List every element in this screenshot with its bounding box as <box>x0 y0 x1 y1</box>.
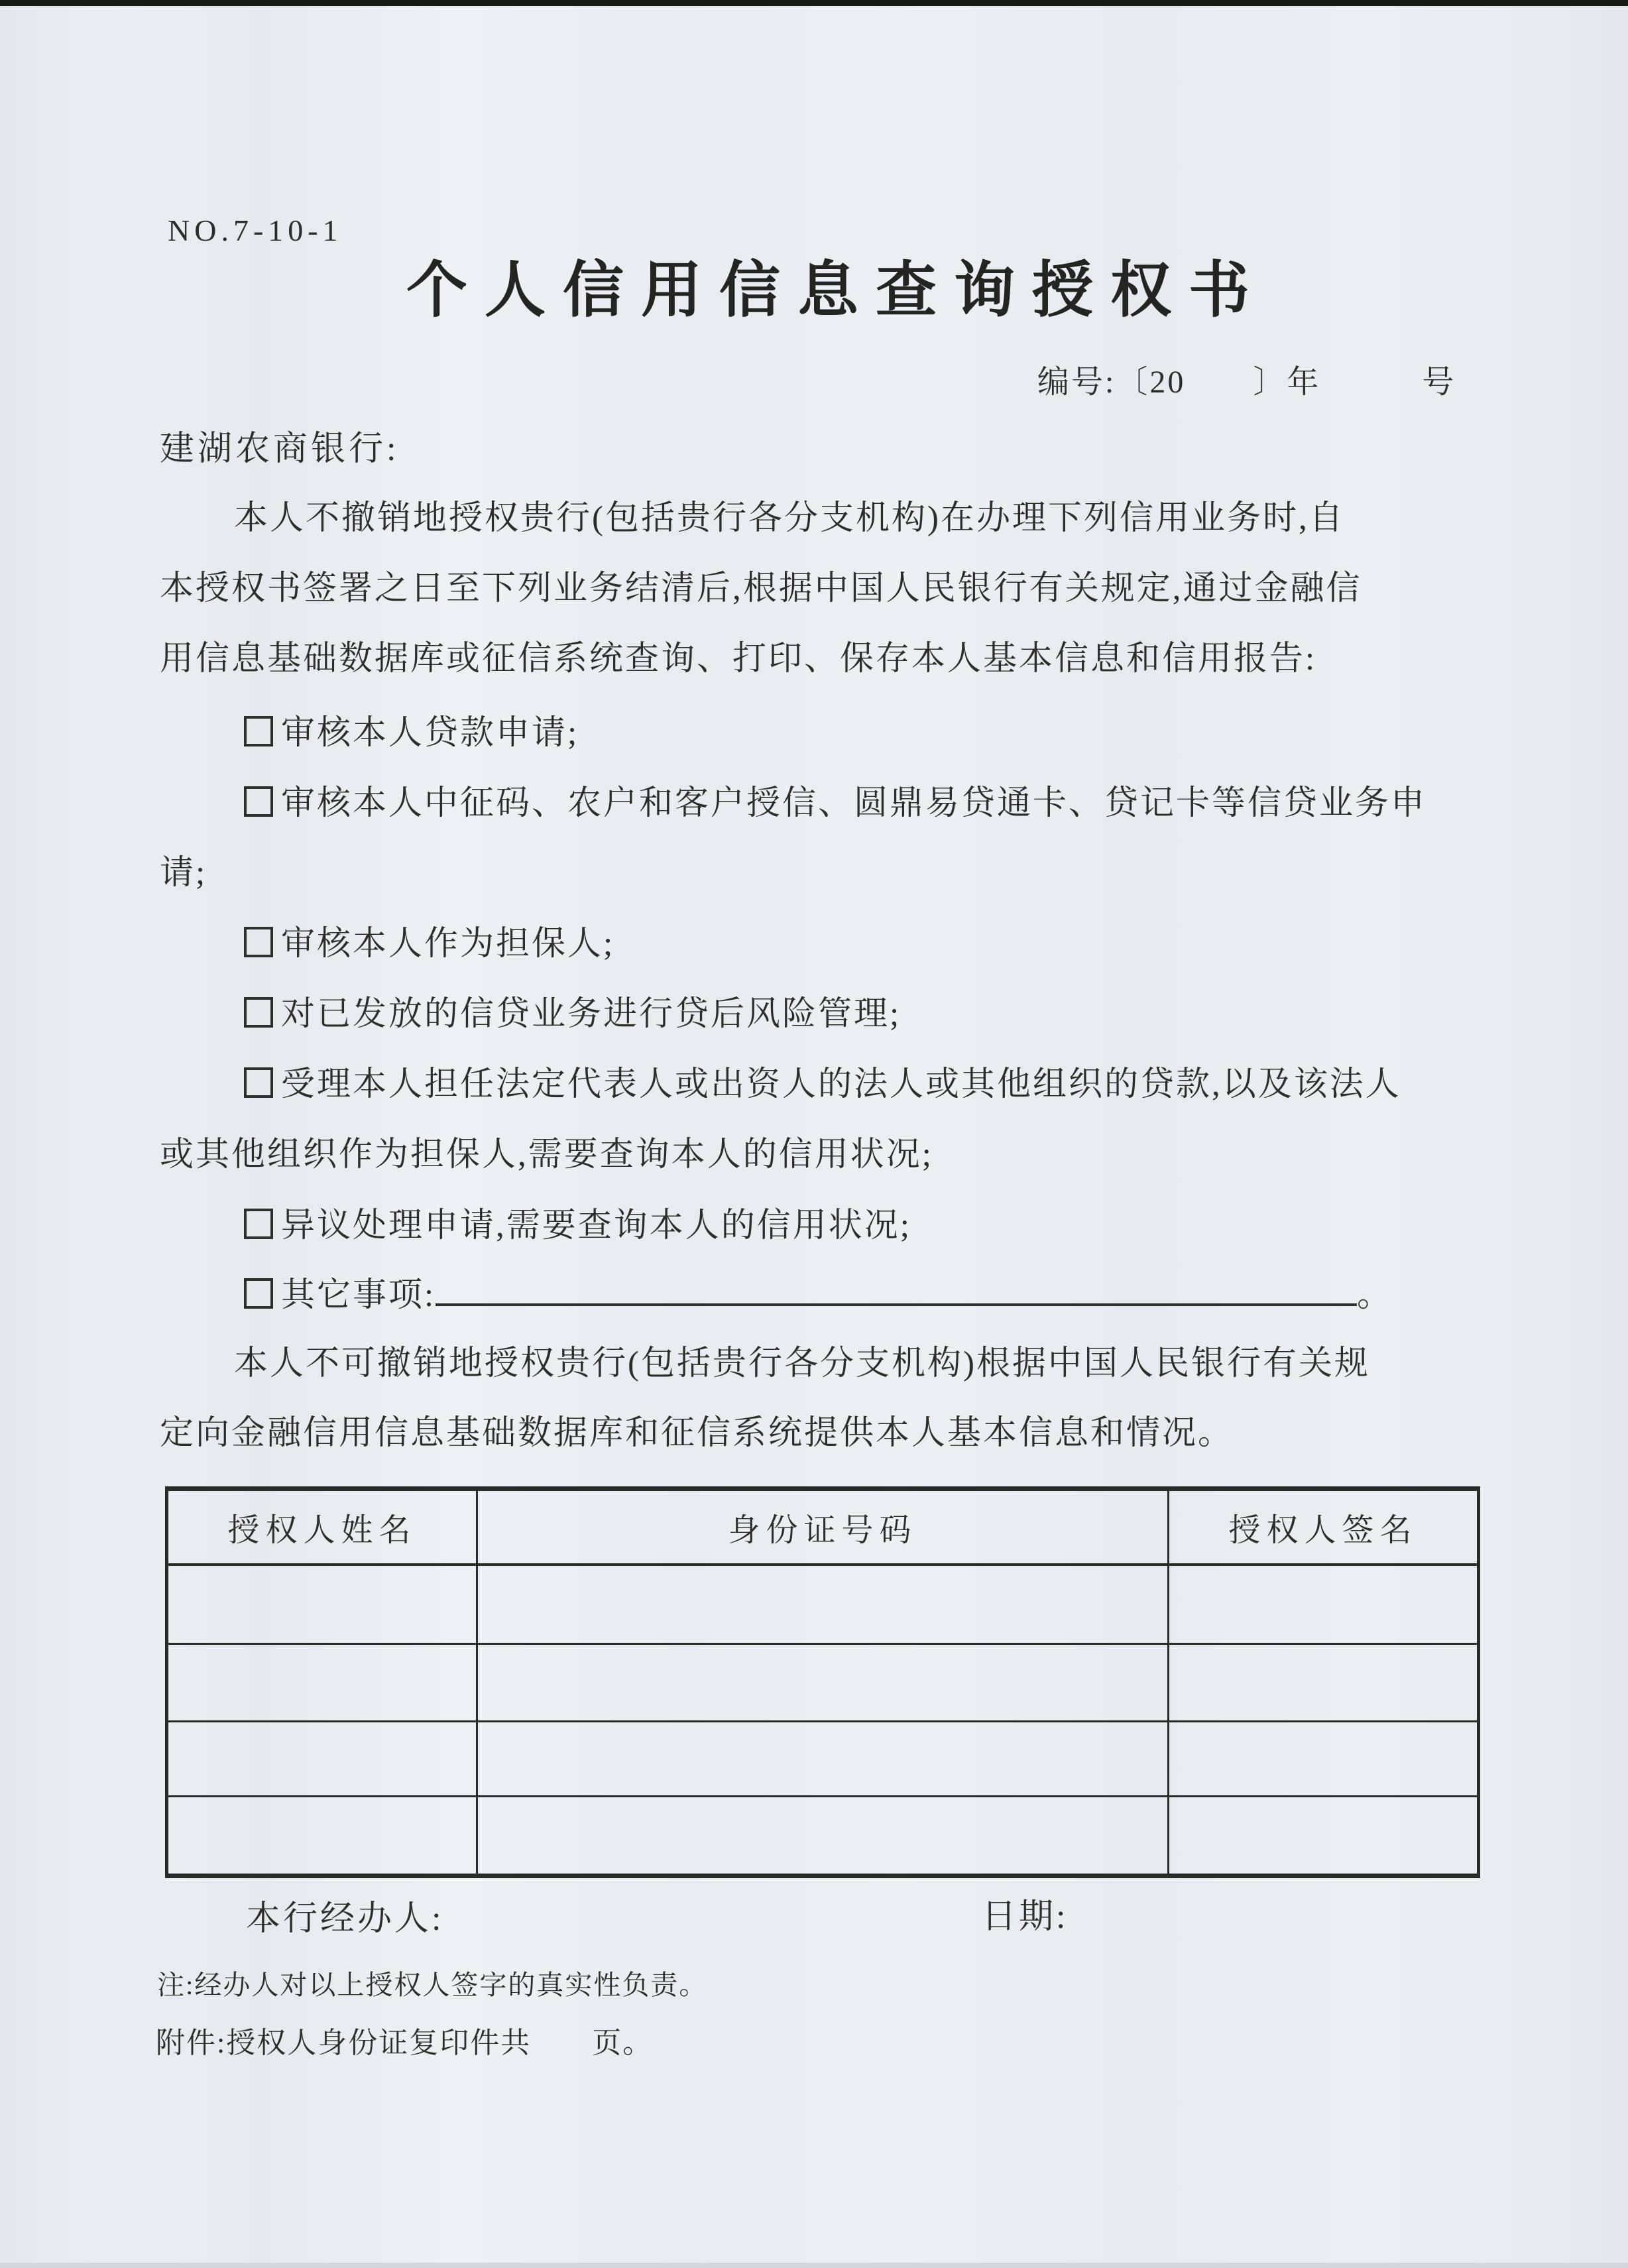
table-cell <box>167 1565 477 1644</box>
form-number: NO.7-10-1 <box>168 213 343 247</box>
checkbox-icon <box>244 927 273 957</box>
table-cell <box>477 1565 1169 1644</box>
item-text: 审核本人中征码、农户和客户授信、圆鼎易贷通卡、贷记卡等信贷业务申 <box>281 785 1427 822</box>
continuation-line: 或其他组织作为担保人,需要查询本人的信用状况; <box>160 1136 933 1173</box>
item-text: 审核本人贷款申请; <box>281 715 579 752</box>
checkbox-item-other <box>244 1278 1393 1313</box>
item-text: 异议处理申请,需要查询本人的信用状况; <box>281 1207 911 1244</box>
table-cell <box>1169 1565 1479 1644</box>
attachment-text: 附件:授权人身份证复印件共 页。 <box>156 2027 654 2059</box>
table-cell <box>167 1797 477 1876</box>
item-text: 审核本人作为担保人; <box>281 925 615 963</box>
operator-label: 本行经办人: <box>246 1900 444 1938</box>
closing-line: 定向金融信用信息基础数据库和征信系统提供本人基本信息和情况。 <box>160 1415 1234 1452</box>
checkbox-item-credit-business <box>244 786 1426 821</box>
checkbox-icon <box>244 716 273 746</box>
item-text: 其它事项: <box>281 1277 436 1314</box>
salutation: 建湖农商银行: <box>160 430 400 468</box>
table-row <box>167 1565 1479 1644</box>
intro-line: 本人不撤销地授权贵行(包括贵行各分支机构)在办理下列信用业务时,自 <box>234 500 1345 537</box>
intro-line: 本授权书签署之日至下列业务结清后,根据中国人民银行有关规定,通过金融信 <box>160 570 1362 607</box>
date-label: 日期: <box>982 1898 1069 1936</box>
checkbox-icon <box>244 786 273 817</box>
checkbox-icon <box>244 1278 273 1309</box>
closing-line: 本人不可撤销地授权贵行(包括贵行各分支机构)根据中国人民银行有关规 <box>234 1345 1370 1382</box>
item-text: 对已发放的信贷业务进行贷后风险管理; <box>281 996 901 1033</box>
checkbox-item-loan <box>244 716 579 750</box>
checkbox-item-legal-representative <box>244 1067 1401 1102</box>
checkbox-item-dispute <box>244 1209 911 1243</box>
table-row <box>167 1722 1479 1797</box>
page-title: 个人信用信息查询授权书 <box>406 257 1267 324</box>
table-row <box>167 1644 1479 1722</box>
table-row <box>167 1797 1479 1876</box>
checkbox-icon <box>244 1067 273 1098</box>
checkbox-icon <box>244 997 273 1028</box>
serial-number-line: 编号:〔20 〕年 号 <box>1037 365 1456 400</box>
table-cell <box>477 1797 1169 1876</box>
table-cell <box>477 1644 1169 1722</box>
table-cell <box>1169 1644 1479 1722</box>
note-text: 注:经办人对以上授权人签字的真实性负责。 <box>157 1970 708 2000</box>
scan-edge-top <box>0 0 1628 6</box>
blank-fill-line <box>436 1299 1357 1306</box>
continuation-line: 请; <box>160 855 207 892</box>
scan-edge-bottom <box>0 2263 1628 2268</box>
checkbox-icon <box>244 1209 273 1239</box>
item-text: 受理本人担任法定代表人或出资人的法人或其他组织的贷款,以及该法人 <box>281 1066 1401 1103</box>
checkbox-item-guarantor <box>244 927 614 961</box>
item-suffix: 。 <box>1357 1277 1393 1314</box>
intro-line: 用信息基础数据库或征信系统查询、打印、保存本人基本信息和信用报告: <box>160 640 1317 678</box>
authorization-table <box>165 1486 1480 1878</box>
checkbox-item-risk-management <box>244 997 901 1032</box>
table-cell <box>167 1722 477 1797</box>
table-header-authorizer-name: 授权人姓名 <box>167 1489 477 1565</box>
table-cell <box>167 1644 477 1722</box>
table-header-authorizer-signature: 授权人签名 <box>1169 1489 1479 1565</box>
table-cell <box>1169 1722 1479 1797</box>
table-cell <box>477 1722 1169 1797</box>
table-header-id-number: 身份证号码 <box>477 1489 1169 1565</box>
table-header-row <box>167 1489 1479 1565</box>
table-cell <box>1169 1797 1479 1876</box>
